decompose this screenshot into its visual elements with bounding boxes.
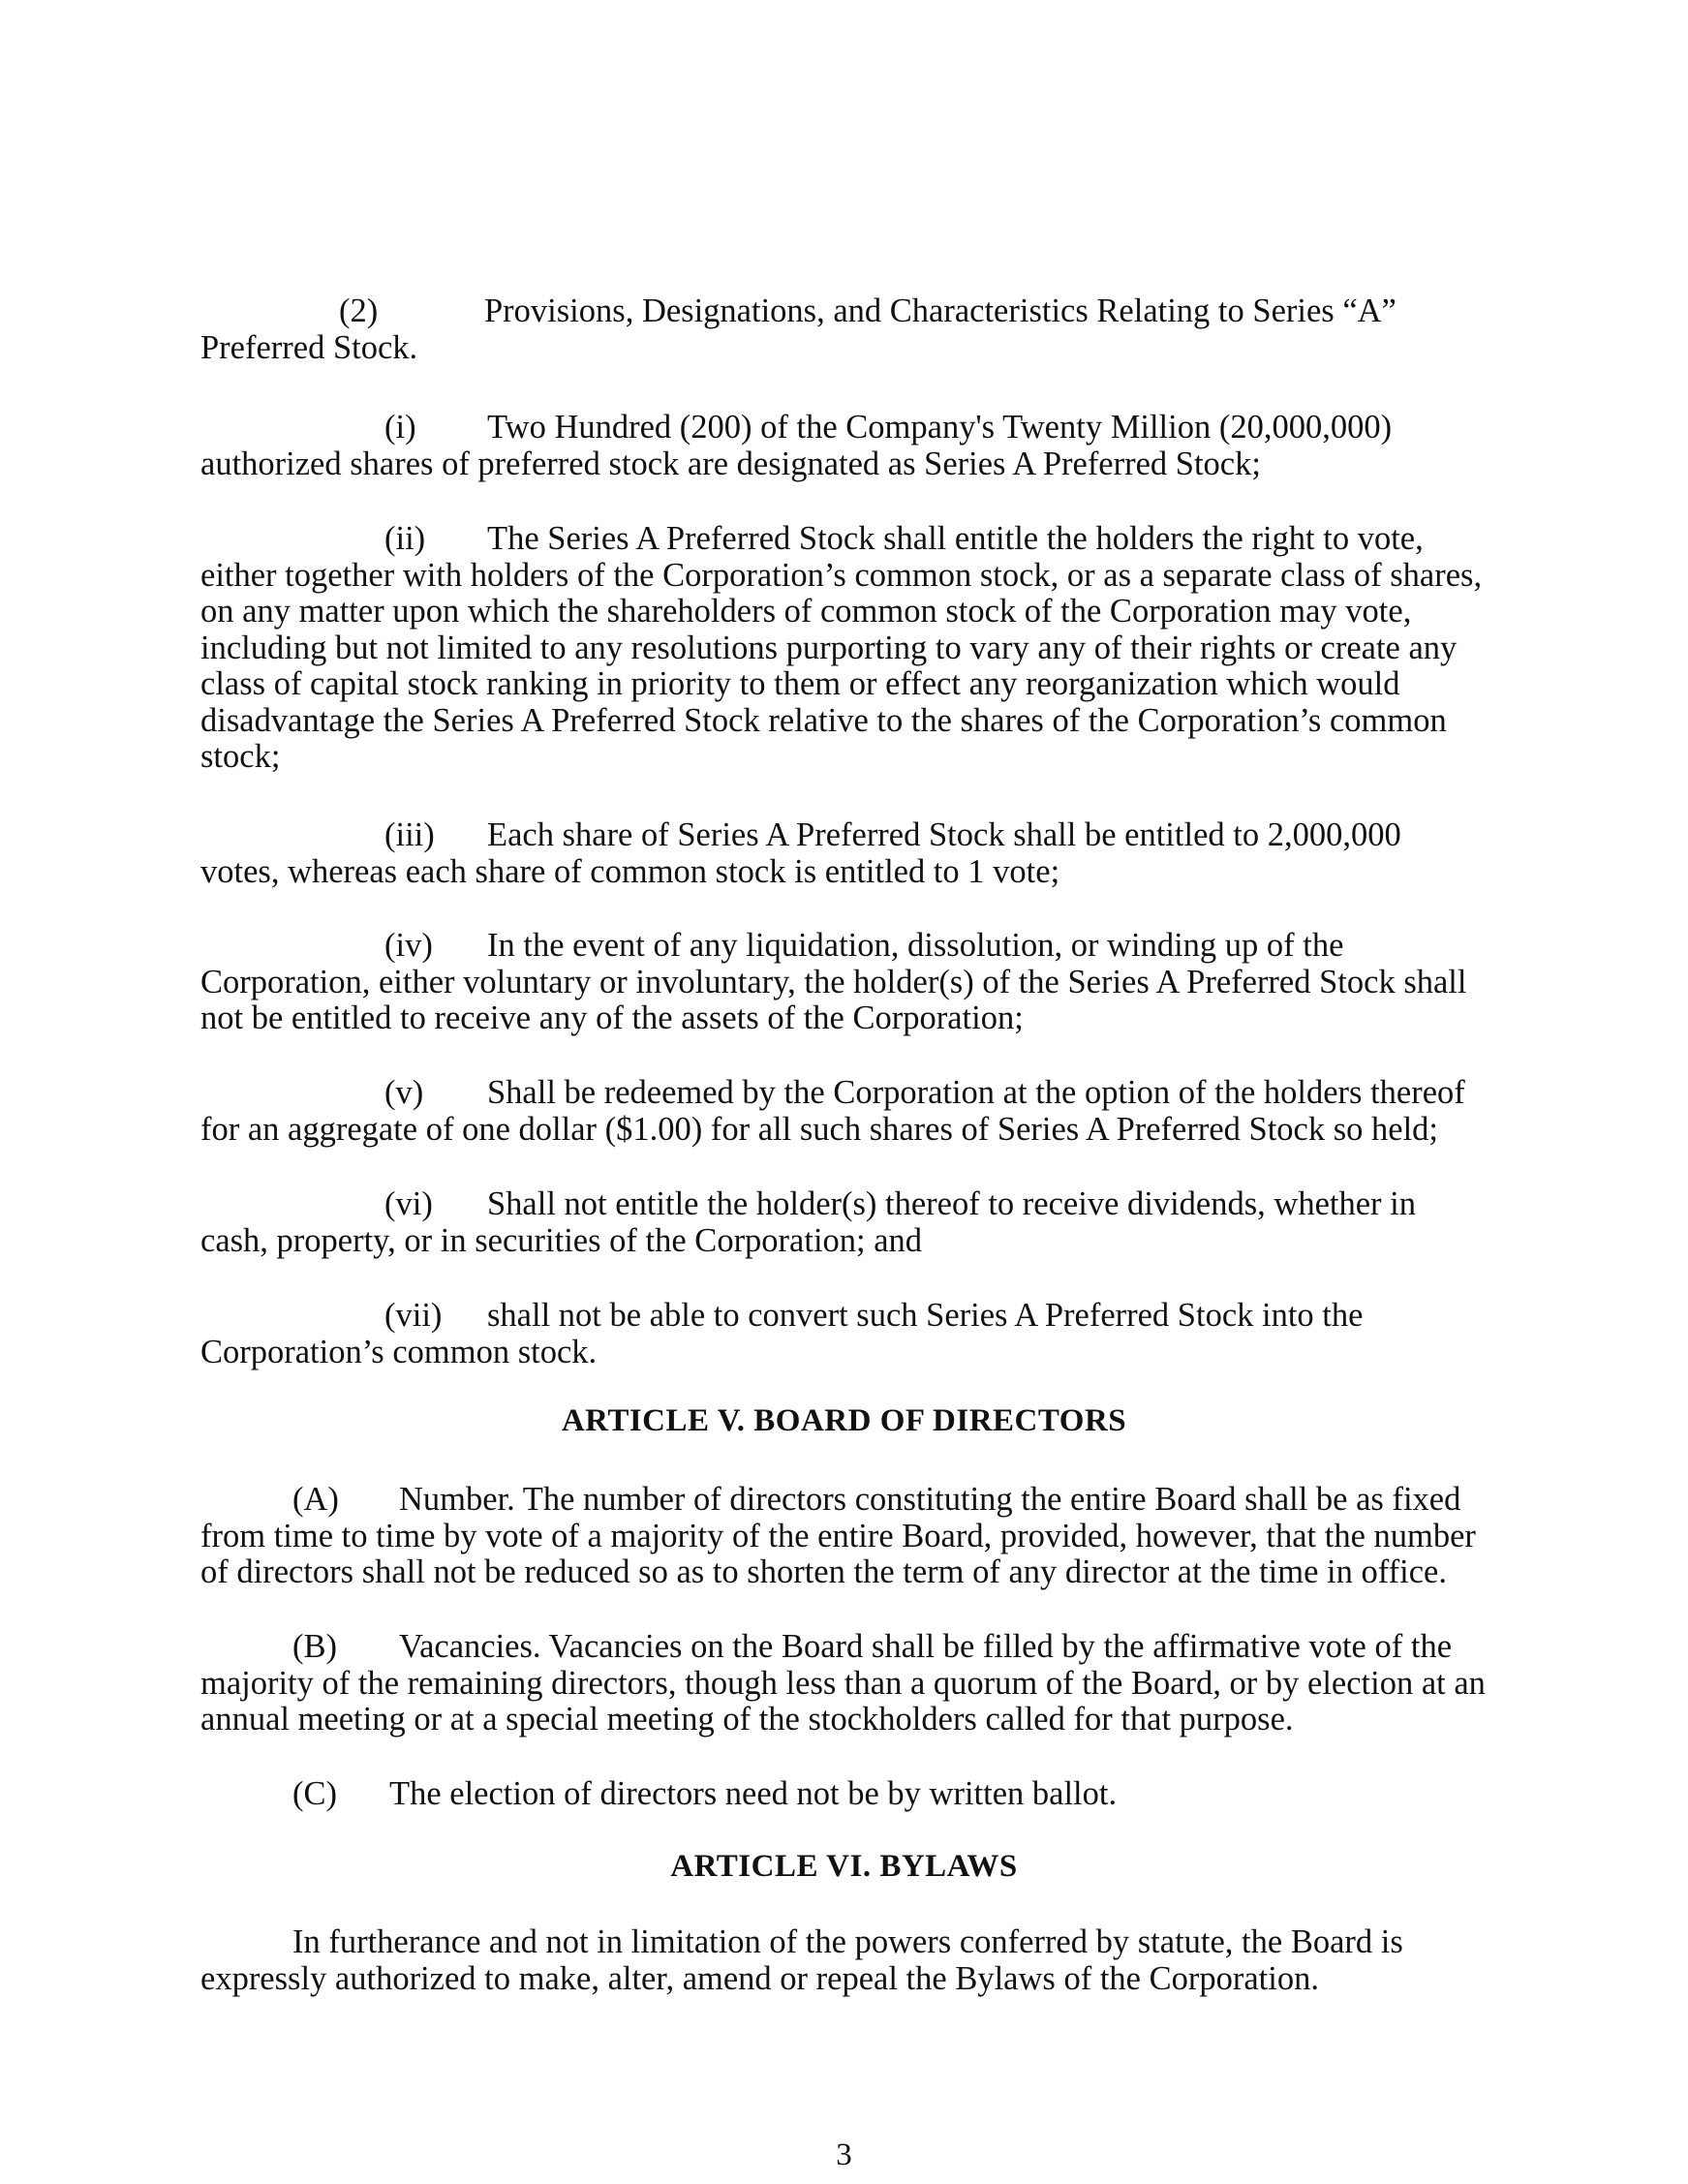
item-i-text: Two Hundred (200) of the Company's Twenty Million (20,000,000) — [487, 409, 1393, 446]
item-ii-line: class of capital stock ranking in priority to them or effect any reorganization which would — [200, 665, 1400, 702]
item-v-line: for an aggregate of one dollar ($1.00) for all such shares of Series A Preferred Stock so held; — [200, 1110, 1439, 1148]
item-iv-first-line — [200, 928, 1450, 965]
section-2-first-line — [200, 293, 1450, 330]
para-a-text: Number. The number of directors constituting the entire Board shall be as fixed — [399, 1481, 1461, 1518]
para-a-line: of directors shall not be reduced so as to shorten the term of any director at the time in office. — [200, 1553, 1447, 1590]
para-b-first-line — [200, 1628, 1453, 1666]
item-ii-line: including but not limited to any resolutions purporting to vary any of their rights or create any — [200, 629, 1458, 666]
article-vi-heading: ARTICLE VI. BYLAWS — [670, 1849, 1018, 1884]
item-i-line: authorized shares of preferred stock are designated as Series A Preferred Stock; — [200, 445, 1261, 482]
item-ii-line: stock; — [200, 738, 281, 775]
item-vi-first-line — [200, 1186, 1450, 1223]
para-c-label: (C) — [292, 1775, 337, 1812]
item-iii-text: Each share of Series A Preferred Stock shall be entitled to 2,000,000 — [487, 816, 1401, 853]
item-v-paragraph — [200, 1074, 1465, 1148]
page-number: 3 — [836, 2138, 852, 2172]
item-i-paragraph — [200, 410, 1450, 482]
para-a-label: (A) — [292, 1481, 339, 1518]
section-2-label: (2) — [339, 292, 379, 329]
article-v-para-c — [200, 1776, 1450, 1813]
item-vi-label: (vi) — [384, 1185, 433, 1222]
item-iv-line: not be entitled to receive any of the assets of the Corporation; — [200, 1000, 1024, 1036]
section-2-heading-text: Provisions, Designations, and Characteristics Relating to Series “A” — [484, 292, 1396, 329]
article-vi-paragraph — [200, 1924, 1450, 1997]
para-c-text: The election of directors need not be by written ballot. — [389, 1775, 1118, 1812]
para-b-line: majority of the remaining directors, though less than a quorum of the Board, or by election at an — [200, 1664, 1486, 1702]
article-vi-first-line: In furtherance and not in limitation of the powers conferred by statute, the Board is — [292, 1923, 1403, 1960]
item-iv-paragraph — [200, 927, 1467, 1037]
item-v-label: (v) — [384, 1074, 424, 1111]
item-ii-first-line — [200, 521, 1450, 558]
item-iv-line: Corporation, either voluntary or involuntary, the holder(s) of the Series A Preferred Stock shall — [200, 963, 1467, 1000]
item-iii-line: votes, whereas each share of common stock is entitled to 1 vote; — [200, 852, 1060, 890]
item-iv-text: In the event of any liquidation, dissolution, or winding up of the — [487, 927, 1344, 964]
item-ii-paragraph — [200, 520, 1483, 776]
para-a-first-line — [200, 1481, 1461, 1519]
article-v-para-b — [200, 1628, 1486, 1738]
item-iii-first-line — [200, 817, 1450, 854]
item-iii-label: (iii) — [384, 816, 435, 853]
item-i-label: (i) — [384, 409, 416, 446]
item-ii-line: on any matter upon which the shareholders of common stock of the Corporation may vote, — [200, 593, 1412, 630]
item-ii-line: disadvantage the Series A Preferred Stock relative to the shares of the Corporation’s common — [200, 701, 1447, 739]
item-vii-first-line — [200, 1298, 1450, 1335]
article-v-heading: ARTICLE V. BOARD OF DIRECTORS — [561, 1403, 1127, 1438]
item-vi-line: cash, property, or in securities of the Corporation; and — [200, 1221, 923, 1259]
item-ii-line: either together with holders of the Corporation’s common stock, or as a separate class of shares, — [200, 556, 1483, 594]
item-vii-text: shall not be able to convert such Series A Preferred Stock into the — [487, 1297, 1364, 1334]
item-ii-label: (ii) — [384, 520, 426, 557]
item-i-first-line — [200, 410, 1450, 446]
item-vi-text: Shall not entitle the holder(s) thereof to receive dividends, whether in — [487, 1185, 1416, 1222]
para-a-line: from time to time by vote of a majority of the entire Board, provided, however, that the number — [200, 1517, 1476, 1554]
item-v-first-line — [200, 1074, 1465, 1112]
item-v-text: Shall be redeemed by the Corporation at the option of the holders thereof — [487, 1074, 1465, 1111]
section-2-continuation: Preferred Stock. — [200, 328, 418, 366]
item-vi-paragraph — [200, 1186, 1450, 1259]
item-vii-line: Corporation’s common stock. — [200, 1333, 598, 1370]
article-v-para-a — [200, 1481, 1476, 1591]
para-b-label: (B) — [292, 1628, 337, 1665]
item-vii-paragraph — [200, 1298, 1450, 1370]
article-vi-continuation: expressly authorized to make, alter, amend or repeal the Bylaws of the Corporation. — [200, 1959, 1319, 1997]
item-iv-label: (iv) — [384, 927, 433, 964]
para-c-first-line — [200, 1776, 1450, 1813]
item-vii-label: (vii) — [384, 1297, 443, 1334]
item-iii-paragraph — [200, 817, 1450, 890]
para-b-text: Vacancies. Vacancies on the Board shall be filled by the affirmative vote of the — [399, 1628, 1453, 1665]
para-b-line: annual meeting or at a special meeting of the stockholders called for that purpose. — [200, 1701, 1294, 1738]
section-2-paragraph — [200, 293, 1450, 366]
item-ii-text: The Series A Preferred Stock shall entitle the holders the right to vote, — [487, 520, 1424, 557]
